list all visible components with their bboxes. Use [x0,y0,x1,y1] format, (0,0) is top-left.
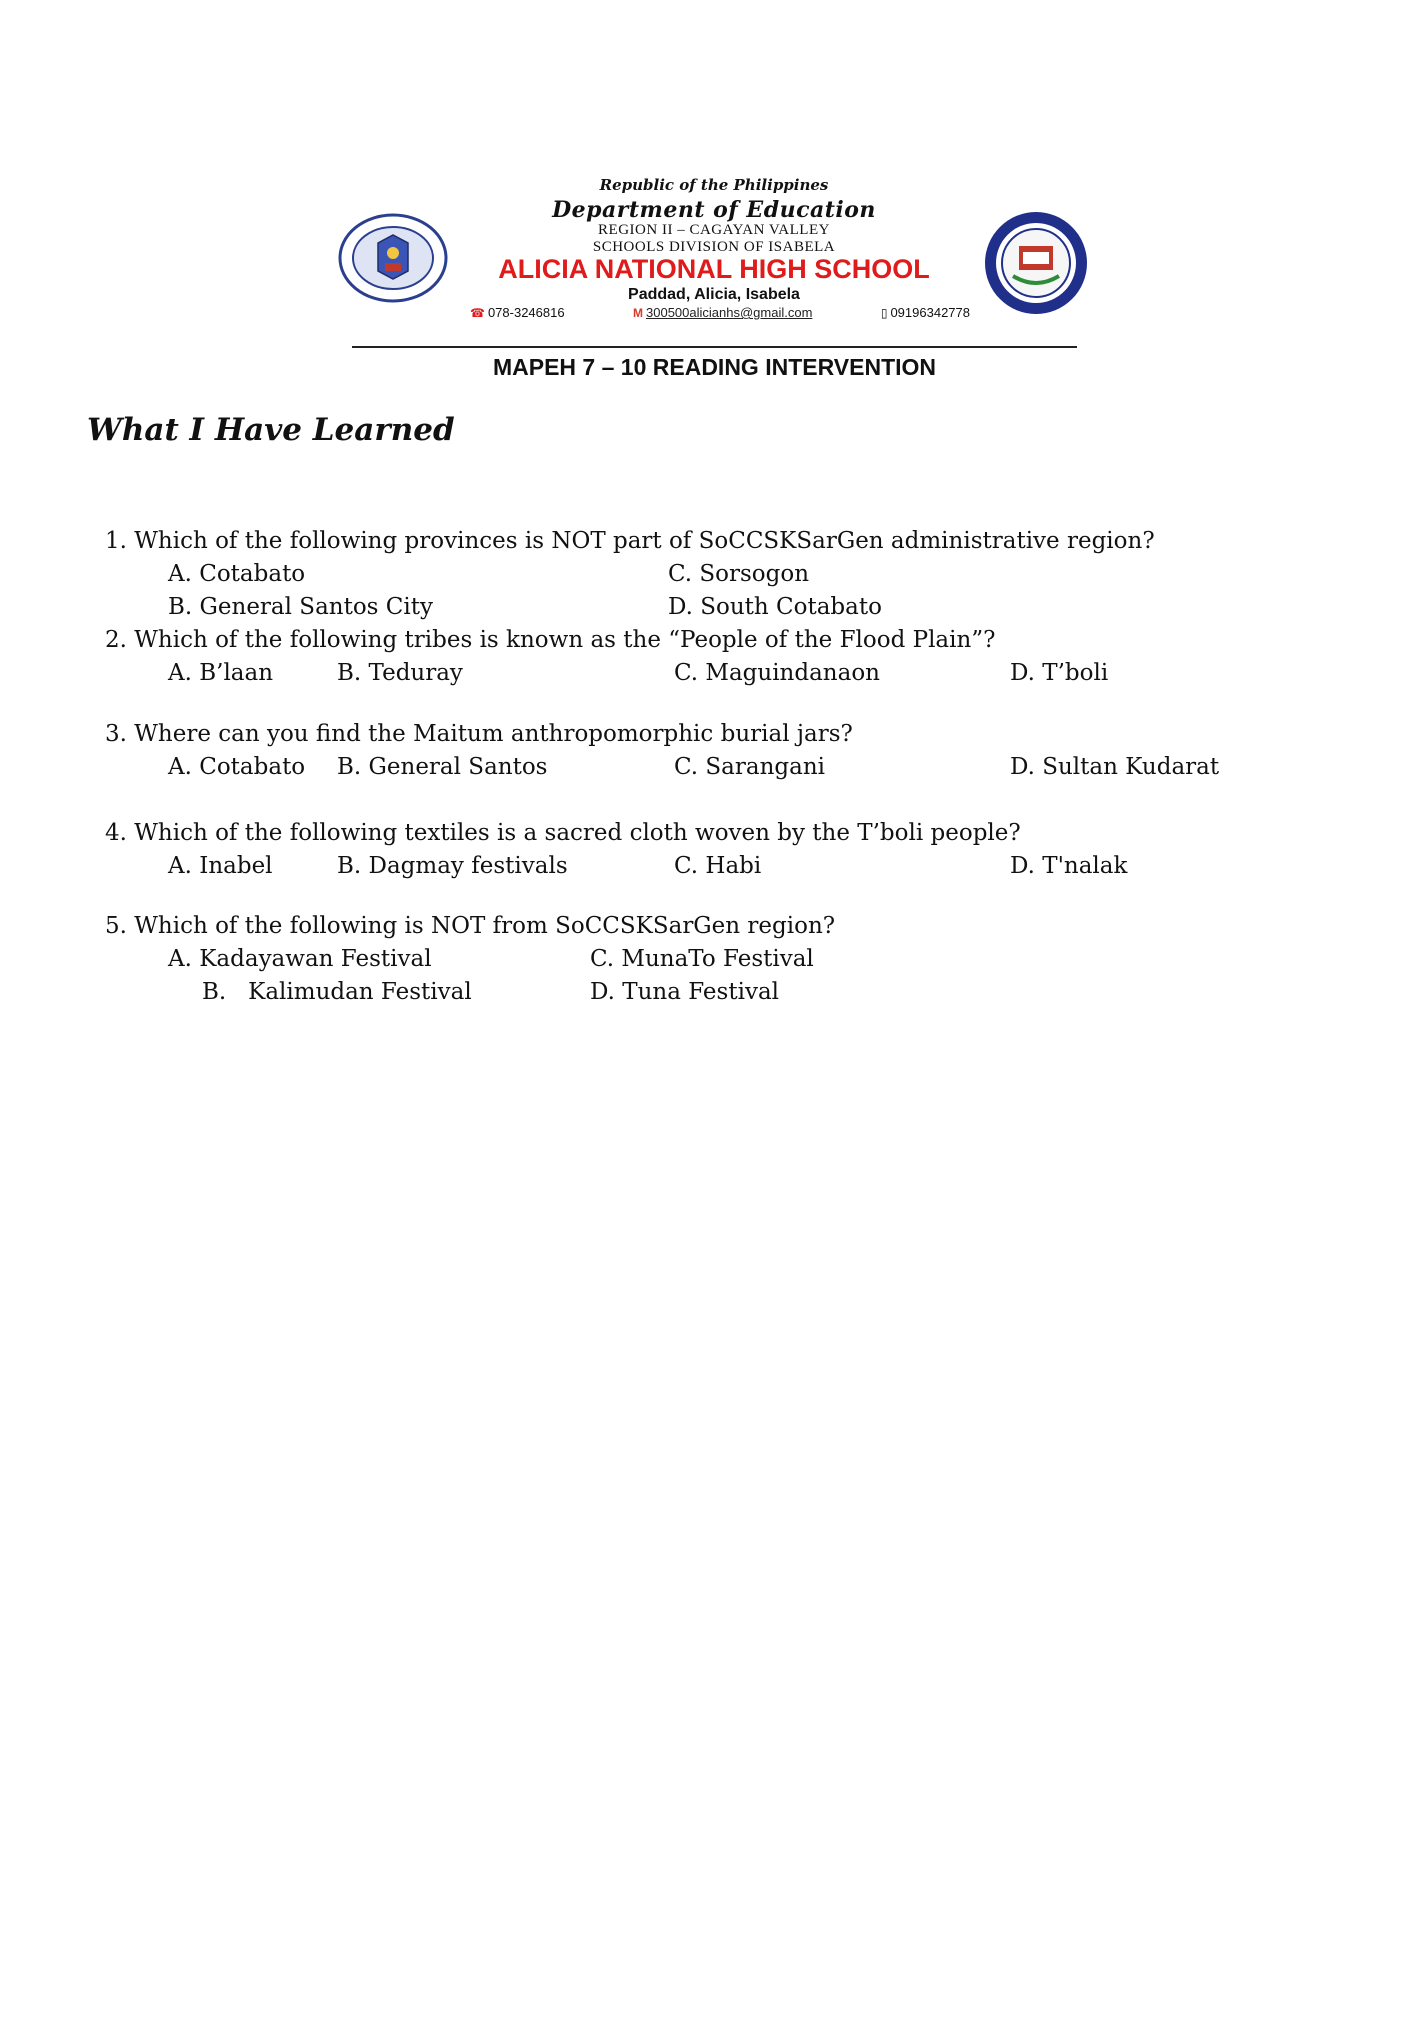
q3-option-d: D. Sultan Kudarat [1010,754,1220,780]
q2-option-a: A. B’laan [168,660,274,686]
q1-option-a: A. Cotabato [168,561,306,587]
q3-option-b: B. General Santos [337,754,548,780]
phone-number: 078-3246816 [487,305,565,320]
q4-option-d: D. T'nalak [1010,853,1128,879]
q4-option-b: B. Dagmay festivals [337,853,568,879]
program-title: MAPEH 7 – 10 READING INTERVENTION [492,354,937,380]
q1-option-b: B. General Santos City [168,594,433,620]
q2-option-c: C. Maguindanaon [674,660,880,686]
department-heading: Department of Education [552,197,876,223]
question-4: 4. Which of the following textiles is a sacred cloth woven by the T’boli people? [105,820,1021,846]
division-text: SCHOOLS DIVISION OF ISABELA [592,239,836,255]
q5-option-b: B. Kalimudan Festival [202,979,472,1005]
contact-line [470,305,970,320]
q5-option-d: D. Tuna Festival [590,979,780,1005]
section-title: What I Have Learned [87,412,455,448]
phone-icon: ☎ [470,305,485,320]
q1-option-c: C. Sorsogon [668,561,810,587]
question-2: 2. Which of the following tribes is known as the “People of the Flood Plain”? [105,627,996,653]
q2-option-b: B. Teduray [337,660,463,686]
header-divider [352,346,1077,348]
q4-option-c: C. Habi [674,853,762,879]
q3-option-c: C. Sarangani [674,754,825,780]
region-text: REGION II – CAGAYAN VALLEY [598,222,830,238]
mobile-contact [881,305,970,320]
question-3: 3. Where can you find the Maitum anthropomorphic burial jars? [105,721,853,747]
q5-option-a: A. Kadayawan Festival [168,946,432,972]
mobile-phone-icon: ▯ [880,305,888,320]
phone-contact [470,305,565,320]
q5-option-c: C. MunaTo Festival [590,946,814,972]
mobile-number: 09196342778 [890,305,970,320]
school-address: Paddad, Alicia, Isabela [628,286,800,303]
q4-option-a: A. Inabel [168,853,273,879]
email-contact[interactable] [633,305,812,320]
email-link[interactable]: 300500alicianhs@gmail.com [646,305,813,320]
question-5: 5. Which of the following is NOT from SoCCSKSarGen region? [105,913,836,939]
q1-option-d: D. South Cotabato [668,594,882,620]
q3-option-a: A. Cotabato [168,754,306,780]
school-name: ALICIA NATIONAL HIGH SCHOOL [498,254,930,284]
q2-option-d: D. T’boli [1010,660,1109,686]
republic-heading: Republic of the Philippines [599,176,829,194]
gmail-icon: M [633,305,644,320]
question-1: 1. Which of the following provinces is NOT part of SoCCSKSarGen administrative region? [105,528,1155,554]
